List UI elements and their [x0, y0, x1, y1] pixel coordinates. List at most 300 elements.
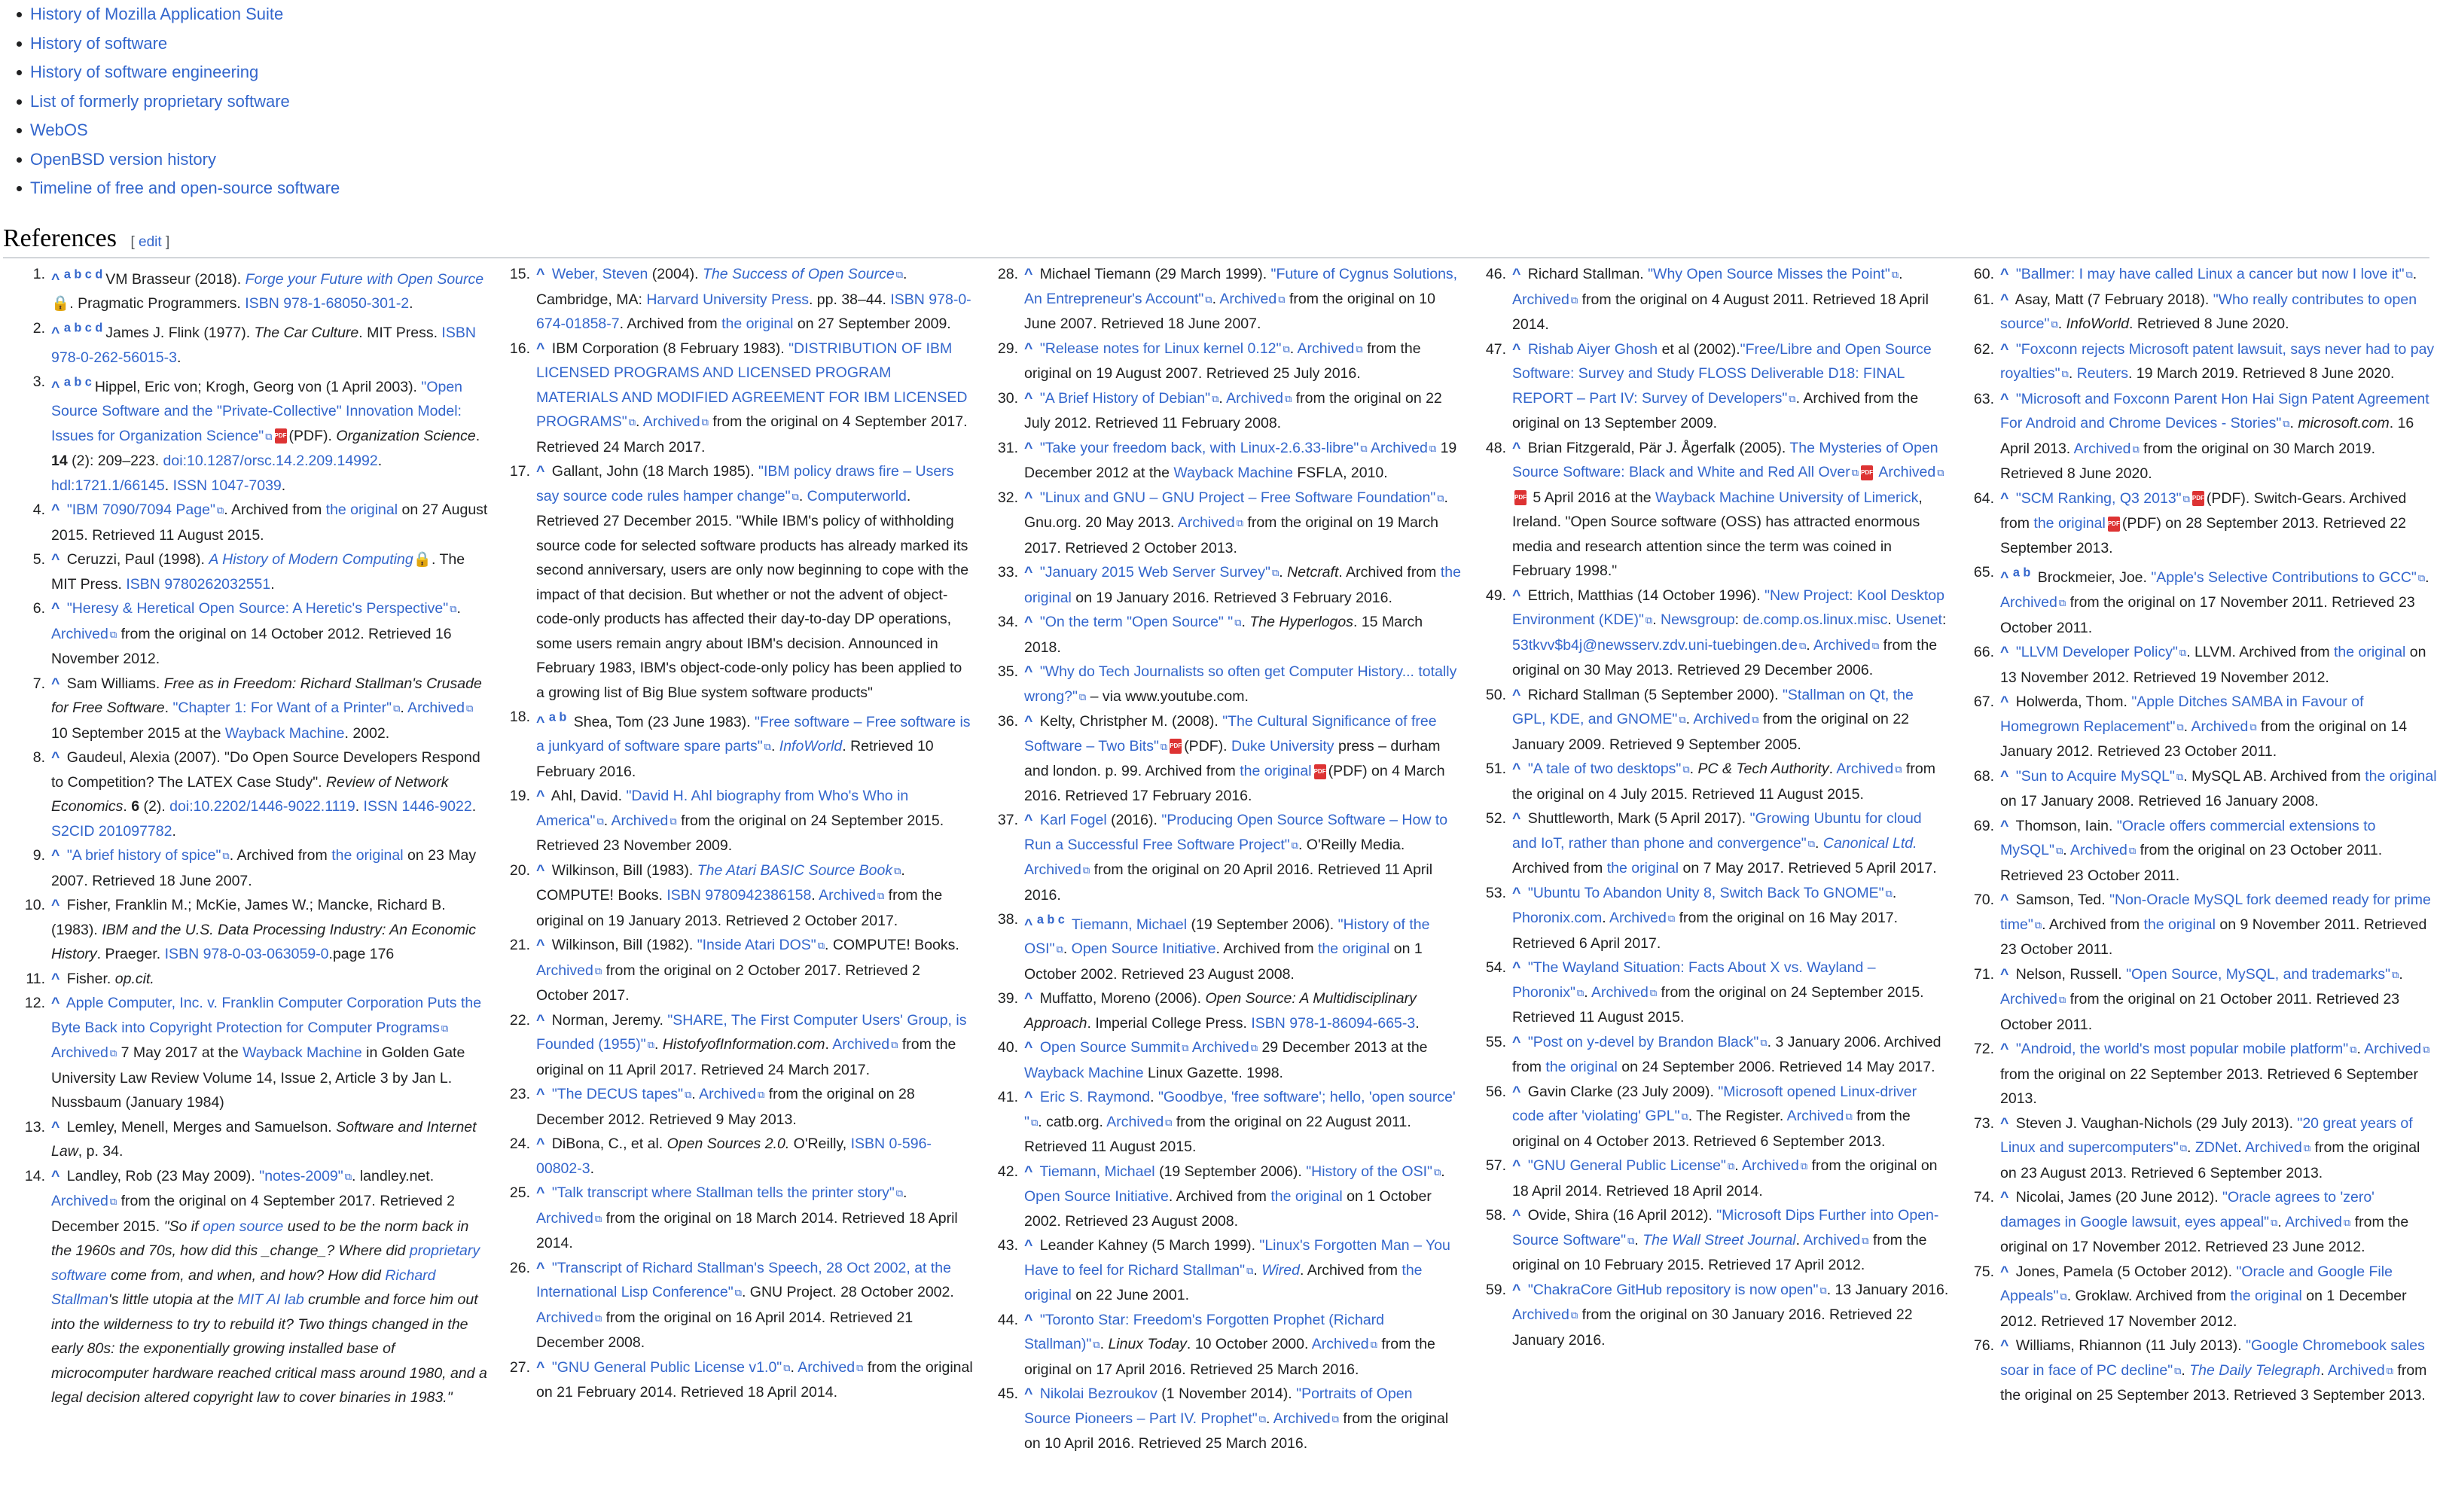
reference-link[interactable]: Archived ⧉: [1836, 761, 1902, 777]
reference-number: 49.: [1485, 587, 1506, 604]
reference-link[interactable]: Archived ⧉: [51, 626, 117, 642]
reference-number: 46.: [1485, 266, 1506, 282]
reference-link[interactable]: "Linux's Forgotten Man – You Have to feel for Richard Stallman" ⧉: [1024, 1237, 1450, 1279]
reference-link[interactable]: "Take your freedom back, with Linux-2.6.33-libre" ⧉: [1040, 440, 1368, 456]
reference-link[interactable]: Duke University: [1231, 737, 1334, 754]
reference-link[interactable]: Archived ⧉: [1219, 291, 1285, 307]
reference-link[interactable]: "Why Open Source Misses the Point" ⧉: [1648, 266, 1899, 282]
reference-link[interactable]: Archived ⧉: [2364, 1041, 2429, 1057]
reference-link[interactable]: Archived ⧉: [699, 1086, 764, 1102]
reference-item: [1973, 560, 2437, 640]
reference-number: 63.: [1973, 390, 1994, 407]
backlink-caret[interactable]: ^: [2000, 965, 2009, 983]
backlink-caret[interactable]: ^: [2000, 489, 2009, 507]
reference-number: 11.: [26, 970, 45, 987]
backlink-caret[interactable]: ^: [1024, 1163, 1033, 1180]
reference-link[interactable]: Archived ⧉: [1371, 440, 1436, 456]
reference-link[interactable]: "Ubuntu To Abandon Unity 8, Switch Back To GNOME" ⧉: [1528, 885, 1893, 901]
reference-link[interactable]: MIT AI lab: [237, 1291, 304, 1308]
reference-item: [1485, 956, 1949, 1030]
backlink-caret[interactable]: ^: [51, 1118, 60, 1136]
backlink-caret[interactable]: ^: [2000, 694, 2009, 710]
backlink-caret[interactable]: ^: [1512, 266, 1521, 282]
reference-text: ^ IBM Corporation (8 February 1983). "DISTRIBUTION OF IBM LICENSED PROGRAMS AND LICENSED PROGRAM MATERIALS AND MODIFIED AGREEMENT FOR IBM LICENSED PROGRAMS" ⧉ . Archived ⧉ from the original on 4 September 2017. Retrieved 24 March 2017.: [536, 340, 968, 456]
reference-link[interactable]: Wayback Machine University of Limerick: [1655, 489, 1919, 506]
reference-link[interactable]: "A brief history of spice" ⧉: [67, 847, 230, 864]
backlink-caret[interactable]: ^: [1512, 686, 1521, 703]
reference-link[interactable]: Tiemann, Michael: [1071, 916, 1188, 933]
reference-item: [509, 1082, 973, 1132]
reference-item: [997, 436, 1461, 486]
reference-item: [509, 337, 973, 460]
reference-link[interactable]: Open Source Initiative: [1024, 1188, 1169, 1205]
reference-link[interactable]: The Daily Telegraph: [2189, 1361, 2321, 1379]
reference-link[interactable]: doi:10.1287/orsc.14.2.209.14992: [163, 453, 378, 469]
backlink-caret[interactable]: ^: [2000, 767, 2009, 785]
backlink-caret[interactable]: ^: [2000, 266, 2009, 282]
reference-link[interactable]: "Goodbye, 'free software'; hello, 'open source' " ⧉: [1024, 1089, 1456, 1130]
reference-link[interactable]: Archived ⧉: [51, 1193, 117, 1209]
backlink-caret[interactable]: ^: [536, 266, 545, 282]
reference-link[interactable]: Archived ⧉: [2191, 718, 2256, 735]
reference-link[interactable]: "Google Chromebook sales soar in face of PC decline" ⧉: [2000, 1337, 2425, 1379]
backlink-caret[interactable]: ^: [1024, 266, 1033, 282]
reference-text: ^ "GNU General Public License v1.0" ⧉ . Archived ⧉ from the original on 21 February 2014. Retrieved 18 April 2014.: [536, 1359, 973, 1401]
reference-link[interactable]: "GNU General Public License" ⧉: [1528, 1157, 1734, 1174]
reference-link[interactable]: "Oracle offers commercial extensions to MySQL" ⧉: [2000, 818, 2375, 859]
reference-link[interactable]: Computerworld: [807, 487, 907, 505]
reference-link[interactable]: "Portraits of Open Source Pioneers – Part IV. Prophet" ⧉: [1024, 1385, 1412, 1427]
reference-link[interactable]: Tiemann, Michael: [1039, 1163, 1155, 1180]
backlink-caret[interactable]: ^ $^{a b}$: [536, 710, 567, 730]
backlink-caret[interactable]: ^: [2000, 1041, 2009, 1057]
reference-link[interactable]: "Why do Tech Journalists so often get Computer History... totally wrong?" ⧉: [1024, 663, 1456, 705]
reference-link[interactable]: Canonical Ltd.: [1822, 834, 1917, 852]
backlink-caret[interactable]: ^: [1024, 1237, 1033, 1254]
backlink-caret[interactable]: ^: [536, 788, 545, 804]
reference-link[interactable]: the original: [331, 847, 404, 864]
reference-item: [997, 660, 1461, 709]
reference-link[interactable]: "Oracle and Google File Appeals" ⧉: [2000, 1264, 2393, 1305]
reference-link[interactable]: ISSN 1047-7039: [172, 477, 282, 494]
reference-link[interactable]: Archived ⧉: [51, 1044, 117, 1061]
reference-link[interactable]: "Producing Open Source Software – How to Run a Successful Free Software Project" ⧉: [1024, 812, 1447, 853]
backlink-caret[interactable]: ^: [51, 675, 60, 692]
reference-link[interactable]: Archived ⧉: [407, 700, 473, 716]
reference-link[interactable]: A History of Modern Computing: [209, 551, 413, 568]
reference-number: 64.: [1973, 489, 1994, 507]
backlink-caret[interactable]: ^: [51, 847, 60, 864]
reference-link[interactable]: Archived ⧉: [1813, 637, 1879, 654]
reference-link[interactable]: "History of the OSI" ⧉: [1024, 916, 1429, 958]
reference-link[interactable]: "On the term "Open Source" " ⧉: [1040, 614, 1242, 630]
reference-number: 45.: [997, 1385, 1018, 1402]
backlink-caret[interactable]: ^: [51, 995, 60, 1011]
reference-text: ^ "A brief history of spice" ⧉ . Archived from the original on 23 May 2007. Retrieved 18 June 2007.: [51, 847, 476, 889]
reference-link[interactable]: Archived ⧉: [1106, 1114, 1172, 1130]
reference-item: [1973, 814, 2437, 889]
reference-link[interactable]: Archived ⧉: [2000, 991, 2066, 1007]
backlink-caret[interactable]: ^: [1512, 1281, 1521, 1298]
reference-link[interactable]: Archived ⧉: [832, 1036, 898, 1053]
reference-text: ^ Steven J. Vaughan-Nichols (29 July 2013). "20 great years of Linux and supercomputers" ⧉ . ZDNet. Archived ⧉ from the original on 23 August 2013. Retrieved 6 September 2013.: [2000, 1115, 2420, 1181]
reference-number: 73.: [1973, 1114, 1994, 1132]
backlink-caret[interactable]: ^: [1512, 959, 1521, 976]
reference-link[interactable]: Archived ⧉: [536, 1210, 602, 1227]
reference-link[interactable]: "Transcript of Richard Stallman's Speech, 28 Oct 2002, at the International Lisp Conference" ⧉: [536, 1260, 951, 1301]
backlink-caret[interactable]: ^ $^{a b c}$: [1024, 913, 1065, 933]
reference-link[interactable]: ISBN 978-0-674-01858-7: [536, 291, 971, 332]
backlink-caret[interactable]: ^: [51, 551, 60, 568]
reference-link[interactable]: "The DECUS tapes" ⧉: [552, 1086, 692, 1102]
reference-link[interactable]: Archived ⧉: [2285, 1214, 2350, 1230]
reference-link[interactable]: Karl Fogel: [1039, 812, 1107, 828]
reference-text: ^ "LLVM Developer Policy" ⧉ . LLVM. Archived from the original on 13 November 2012. Retrieved 19 November 2012.: [2000, 644, 2426, 686]
reference-link[interactable]: "Growing Ubuntu for cloud and IoT, rather than phone and convergence" ⧉: [1512, 810, 1922, 852]
reference-link[interactable]: "ChakraCore GitHub repository is now open" ⧉: [1528, 1282, 1827, 1298]
reference-link[interactable]: the original: [1270, 1188, 1343, 1205]
reference-text: ^ Wilkinson, Bill (1982). "Inside Atari DOS" ⧉ . COMPUTE! Books. Archived ⧉ from the original on 2 October 2017. Retrieved 2 October 2017.: [536, 937, 959, 1004]
reference-link[interactable]: ISBN 0-596-00802-3: [536, 1136, 932, 1177]
reference-link[interactable]: Open Source Summit ⧉: [1040, 1039, 1189, 1056]
reference-link[interactable]: Archived ⧉: [536, 1309, 602, 1326]
reference-link[interactable]: The Wall Street Journal: [1642, 1231, 1796, 1248]
reference-link[interactable]: Archived ⧉: [1178, 514, 1243, 531]
see-also-link[interactable]: List of formerly proprietary software: [15, 87, 340, 117]
reference-link[interactable]: "New Project: Kool Desktop Environment (KDE)" ⧉: [1512, 587, 1944, 629]
reference-link[interactable]: "Stallman on Qt, the GPL, KDE, and GNOME" ⧉: [1512, 687, 1914, 728]
reference-link[interactable]: open source: [202, 1218, 284, 1235]
reference-link[interactable]: Archived ⧉: [1273, 1410, 1339, 1427]
reference-link[interactable]: Archived ⧉: [536, 962, 602, 979]
backlink-caret[interactable]: ^: [1512, 1033, 1521, 1050]
backlink-caret[interactable]: ^: [2000, 644, 2009, 660]
reference-link[interactable]: Usenet: [1896, 611, 1942, 628]
reference-link[interactable]: "Inside Atari DOS" ⧉: [697, 937, 825, 953]
reference-number: 52.: [1485, 810, 1506, 827]
backlink-caret[interactable]: ^: [2000, 1189, 2009, 1206]
see-also-link[interactable]: History of software: [15, 29, 340, 59]
reference-link[interactable]: Newsgroup: [1661, 611, 1735, 628]
reference-link[interactable]: "SHARE, The First Computer Users' Group, is Founded (1955)" ⧉: [536, 1012, 966, 1053]
reference-link[interactable]: Archived ⧉: [1693, 711, 1758, 727]
reference-link[interactable]: hdl:1721.1/66145: [51, 477, 165, 494]
reference-number: 3.: [32, 373, 45, 390]
reference-link[interactable]: the original: [1024, 1261, 1423, 1303]
reference-link[interactable]: ISBN 978-0-262-56015-3: [51, 325, 476, 366]
reference-link[interactable]: "Who really contributes to open source" ⧉: [2000, 291, 2417, 333]
backlink-caret[interactable]: ^: [51, 600, 60, 617]
reference-link[interactable]: ISBN 9780942386158: [666, 887, 812, 904]
reference-text: ^ Ceruzzi, Paul (1998). A History of Modern Computing🔒. The MIT Press. ISBN 9780262032551.: [51, 551, 465, 593]
reference-link[interactable]: The Success of Open Source ⧉: [703, 266, 903, 282]
reference-link[interactable]: the original: [1317, 940, 1390, 957]
reference-link[interactable]: Reuters: [2076, 365, 2128, 382]
reference-link[interactable]: Archived ⧉: [1803, 1232, 1868, 1248]
reference-link[interactable]: "Heresy & Heretical Open Source: A Heretic's Perspective" ⧉: [67, 600, 457, 617]
reference-link[interactable]: Archived ⧉: [1787, 1108, 1853, 1124]
backlink-caret[interactable]: ^: [536, 340, 545, 357]
backlink-caret[interactable]: ^: [2000, 291, 2009, 308]
reference-text: ^ Wilkinson, Bill (1983). The Atari BASIC Source Book ⧉ . COMPUTE! Books. ISBN 9780942386158. Archived ⧉ from the original on 19 January 2013. Retrieved 2 October 2017.: [536, 862, 942, 929]
reference-link[interactable]: doi:10.2202/1446-9022.1119: [169, 798, 355, 815]
backlink-caret[interactable]: ^: [51, 501, 60, 518]
backlink-caret[interactable]: ^: [536, 463, 545, 480]
reference-link[interactable]: "Apple Ditches SAMBA in Favour of Homegrown Replacement" ⧉: [2000, 694, 2364, 735]
reference-link[interactable]: "GNU General Public License v1.0" ⧉: [552, 1359, 791, 1376]
reference-link[interactable]: Archived ⧉: [1742, 1157, 1807, 1174]
reference-number: 23.: [509, 1086, 530, 1102]
reference-link[interactable]: "David H. Ahl biography from Who's Who in America" ⧉: [536, 788, 908, 829]
reference-item: [1485, 1030, 1949, 1080]
backlink-caret[interactable]: ^: [1024, 713, 1033, 730]
reference-link[interactable]: the original: [2230, 1288, 2302, 1304]
reference-link[interactable]: Archived ⧉: [798, 1359, 863, 1376]
backlink-caret[interactable]: ^: [1024, 663, 1033, 680]
backlink-caret[interactable]: ^: [536, 1358, 545, 1376]
backlink-caret[interactable]: ^: [1024, 389, 1033, 407]
reference-link[interactable]: Eric S. Raymond: [1039, 1089, 1151, 1105]
backlink-caret[interactable]: ^: [536, 1136, 545, 1152]
reference-link[interactable]: "Microsoft Dips Further into Open-Source Software" ⧉: [1512, 1207, 1938, 1248]
reference-link[interactable]: "notes-2009" ⧉: [259, 1168, 352, 1184]
reference-link[interactable]: Archived ⧉: [1878, 464, 1944, 480]
reference-link[interactable]: Weber, Steven: [551, 266, 648, 282]
reference-link[interactable]: "Android, the world's most popular mobile platform" ⧉: [2016, 1041, 2357, 1057]
reference-link[interactable]: "DISTRIBUTION OF IBM LICENSED PROGRAMS AND LICENSED PROGRAM MATERIALS AND MODIFIED AGREEMENT FOR IBM LICENSED PROGRAMS" ⧉: [536, 340, 967, 431]
reference-link[interactable]: Archived ⧉: [643, 413, 709, 430]
reference-link[interactable]: Archived ⧉: [1024, 861, 1090, 878]
backlink-caret[interactable]: ^: [1024, 340, 1033, 357]
reference-number: 75.: [1973, 1263, 1994, 1280]
reference-link[interactable]: "Open Source Software and the "Private-Collective" Innovation Model: Issues for Organization Science" ⧉: [51, 379, 462, 444]
reference-link[interactable]: "Apple's Selective Contributions to GCC" ⧉: [2151, 569, 2425, 586]
backlink-caret[interactable]: ^: [1512, 587, 1521, 604]
reference-link[interactable]: Apple Computer, Inc. v. Franklin Computer Corporation Puts the Byte Back into Copyright Protection for Computer Programs ⧉: [51, 995, 481, 1036]
backlink-caret[interactable]: ^: [536, 1011, 545, 1029]
reference-link[interactable]: ZDNet: [2195, 1139, 2238, 1156]
pdf-icon: PDF: [1314, 764, 1326, 779]
backlink-caret[interactable]: ^: [51, 897, 60, 913]
backlink-caret[interactable]: ^: [1024, 489, 1033, 506]
backlink-caret[interactable]: ^: [2000, 817, 2009, 834]
see-also-link[interactable]: History of software engineering: [15, 58, 340, 87]
backlink-caret[interactable]: ^: [1024, 1385, 1033, 1402]
see-also-link[interactable]: Timeline of free and open-source software: [15, 174, 340, 203]
backlink-caret[interactable]: ^ $^{a b c d}$: [51, 321, 103, 341]
reference-link[interactable]: Harvard University Press: [646, 291, 809, 308]
reference-link[interactable]: Archived ⧉: [819, 887, 884, 904]
reference-link[interactable]: Archived ⧉: [1512, 1306, 1578, 1323]
reference-link[interactable]: Archived ⧉: [1312, 1336, 1377, 1352]
reference-link[interactable]: Phoronix.com: [1512, 910, 1603, 926]
reference-link[interactable]: Archived ⧉: [2070, 842, 2136, 858]
reference-link[interactable]: "Release notes for Linux kernel 0.12" ⧉: [1040, 340, 1290, 357]
reference-link[interactable]: the original: [1024, 564, 1461, 606]
reference-link[interactable]: "Foxconn rejects Microsoft patent lawsuit, says never had to pay royalties" ⧉: [2000, 341, 2434, 383]
reference-link[interactable]: "Future of Cygnus Solutions, An Entrepreneur's Account" ⧉: [1024, 266, 1457, 307]
backlink-caret[interactable]: ^: [2000, 390, 2009, 407]
reference-link[interactable]: 53tkvv$b4j@newsserv.zdv.uni-tuebingen.de ⧉: [1512, 637, 1806, 654]
reference-link[interactable]: Wayback Machine: [224, 724, 345, 742]
reference-link[interactable]: ISBN 978-1-68050-301-2: [245, 295, 410, 312]
reference-link[interactable]: "Talk transcript where Stallman tells the printer story" ⧉: [552, 1184, 903, 1201]
reference-link[interactable]: Archived ⧉: [1192, 1039, 1258, 1056]
backlink-caret[interactable]: ^: [1024, 812, 1033, 828]
backlink-caret[interactable]: ^: [51, 1167, 60, 1184]
backlink-caret[interactable]: ^: [536, 937, 545, 953]
reference-link[interactable]: "The Wayland Situation: Facts About X vs. Wayland – Phoronix" ⧉: [1512, 959, 1876, 1001]
reference-link[interactable]: Archived ⧉: [1512, 291, 1578, 308]
reference-link[interactable]: Archived ⧉: [1609, 910, 1675, 926]
reference-link[interactable]: Rishab Aiyer Ghosh: [1527, 340, 1658, 358]
reference-item: [1485, 881, 1949, 956]
reference-link[interactable]: "Non-Oracle MySQL fork deemed ready for prime time" ⧉: [2000, 892, 2431, 933]
backlink-caret[interactable]: ^: [51, 970, 60, 987]
reference-link[interactable]: Wayback Machine: [242, 1044, 362, 1061]
reference-link[interactable]: "January 2015 Web Server Survey" ⧉: [1040, 564, 1279, 581]
backlink-caret[interactable]: ^: [1512, 340, 1521, 358]
edit-link[interactable]: edit: [139, 234, 162, 250]
reference-text: ^ $^{a b c}$ Hippel, Eric von; Krogh, Georg von (1 April 2003). "Open Source Software and the "Private-Collective" Innovation Model: Issues for Organization Science" ⧉ PDF (PDF). Organization Science. 14 (2): 209–223. doi:10.1287/orsc.14.2.209.14992. hdl:1721.1/66145. ISSN 1047-7039.: [51, 379, 480, 494]
reference-link[interactable]: the original: [721, 316, 794, 332]
see-also-link[interactable]: WebOS: [15, 116, 340, 145]
backlink-caret[interactable]: ^: [1512, 439, 1521, 456]
backlink-caret[interactable]: ^: [1512, 761, 1521, 777]
backlink-caret[interactable]: ^: [1512, 1207, 1521, 1224]
backlink-caret[interactable]: ^: [51, 749, 60, 766]
reference-link[interactable]: proprietary software: [51, 1242, 480, 1284]
reference-link[interactable]: the original: [2365, 767, 2437, 785]
reference-link[interactable]: "A Brief History of Debian" ⧉: [1040, 390, 1219, 407]
reference-link[interactable]: Wayback Machine: [1173, 465, 1293, 481]
reference-link[interactable]: the original: [1240, 763, 1312, 779]
reference-link[interactable]: Archived ⧉: [2328, 1362, 2393, 1379]
reference-link[interactable]: "20 great years of Linux and supercomputers" ⧉: [2000, 1115, 2413, 1157]
backlink-caret[interactable]: ^ $^{a b}$: [2000, 565, 2031, 586]
reference-link[interactable]: Archived ⧉: [2245, 1139, 2310, 1156]
reference-link[interactable]: S2CID 201097782: [51, 822, 172, 840]
reference-link[interactable]: the original: [1545, 1059, 1618, 1075]
reference-number: 69.: [1973, 817, 1994, 834]
reference-link[interactable]: "IBM 7090/7094 Page" ⧉: [67, 501, 224, 518]
reference-link[interactable]: The Atari BASIC Source Book ⧉: [697, 862, 901, 879]
backlink-caret[interactable]: ^: [2000, 1337, 2009, 1354]
backlink-caret[interactable]: ^: [1512, 884, 1521, 901]
reference-item: [1973, 1260, 2437, 1334]
backlink-caret[interactable]: ^: [536, 1184, 545, 1201]
backlink-caret[interactable]: ^: [1512, 1083, 1521, 1100]
reference-link[interactable]: "IBM policy draws fire – Users say source code rules hamper change" ⧉: [536, 463, 953, 505]
reference-link[interactable]: Nikolai Bezroukov: [1039, 1385, 1157, 1402]
reference-link[interactable]: Archived ⧉: [2000, 594, 2066, 611]
reference-link[interactable]: "A tale of two desktops" ⧉: [1528, 761, 1690, 777]
reference-link[interactable]: "Free software – Free software is a junkyard of software spare parts" ⧉: [536, 714, 971, 755]
reference-link[interactable]: ISSN 1446-9022: [363, 798, 472, 815]
backlink-caret[interactable]: ^: [1024, 990, 1033, 1007]
backlink-caret[interactable]: ^: [1512, 810, 1521, 827]
reference-link[interactable]: Archived ⧉: [2074, 440, 2140, 457]
reference-text: ^ $^{a b c}$ Tiemann, Michael (19 September 2006). "History of the OSI" ⧉ . Open Source Initiative. Archived from the original on 1 October 2002. Retrieved 23 August 2008.: [1024, 916, 1429, 983]
backlink-caret[interactable]: ^: [536, 1086, 545, 1102]
reference-link[interactable]: Forge your Future with Open Source: [245, 270, 484, 288]
reference-number: 5.: [32, 551, 45, 568]
reference-link[interactable]: "Free/Libre and Open Source Software: Survey and Study FLOSS Deliverable D18: FINAL REPORT – Part IV: Survey of Developers" ⧉: [1512, 341, 1932, 407]
reference-number: 72.: [1973, 1041, 1994, 1057]
backlink-caret[interactable]: ^: [536, 861, 545, 879]
reference-link[interactable]: "Toronto Star: Freedom's Forgotten Prophet (Richard Stallman)" ⧉: [1024, 1312, 1384, 1353]
reference-link[interactable]: Wired: [1261, 1261, 1300, 1279]
reference-link[interactable]: the original: [1606, 860, 1679, 876]
backlink-caret[interactable]: ^ $^{a b c}$: [51, 375, 92, 395]
backlink-caret[interactable]: ^: [1024, 1039, 1033, 1056]
backlink-caret[interactable]: ^: [1024, 564, 1033, 581]
backlink-caret[interactable]: ^: [1024, 614, 1033, 630]
reference-link[interactable]: Open Source Initiative: [1071, 940, 1216, 957]
reference-text: ^ Asay, Matt (7 February 2018). "Who really contributes to open source" ⧉ . InfoWorld. Retrieved 8 June 2020.: [2000, 291, 2417, 333]
reference-link[interactable]: Archived ⧉: [1298, 340, 1363, 357]
reference-link[interactable]: the original: [2143, 916, 2216, 933]
reference-link[interactable]: "Post on y-devel by Brandon Black" ⧉: [1528, 1034, 1768, 1050]
reference-link[interactable]: "Chapter 1: For Want of a Printer" ⧉: [172, 700, 400, 716]
backlink-caret[interactable]: ^: [2000, 892, 2009, 908]
reference-link[interactable]: "Microsoft opened Linux-driver code after 'violating' GPL" ⧉: [1512, 1084, 1917, 1125]
backlink-caret[interactable]: ^: [1024, 439, 1033, 456]
reference-link[interactable]: "Linux and GNU – GNU Project – Free Software Foundation" ⧉: [1040, 489, 1444, 506]
reference-item: [1973, 962, 2437, 1038]
reference-link[interactable]: ISBN 978-0-03-063059-0: [164, 946, 329, 962]
reference-link[interactable]: "History of the OSI" ⧉: [1306, 1163, 1441, 1180]
reference-link[interactable]: The Mysteries of Open Source Software: Black and White and Red All Over ⧉: [1512, 440, 1938, 481]
backlink-caret[interactable]: ^: [1512, 1157, 1521, 1174]
reference-link[interactable]: Archived ⧉: [1226, 390, 1292, 407]
reference-link[interactable]: Archived ⧉: [1591, 984, 1657, 1001]
reference-link[interactable]: "Oracle agrees to 'zero' damages in Google lawsuit, eyes appeal" ⧉: [2000, 1189, 2374, 1230]
reference-item: [997, 1085, 1461, 1160]
reference-link[interactable]: "Ballmer: I may have called Linux a cancer but now I love it" ⧉: [2016, 266, 2413, 282]
see-also-link[interactable]: History of Mozilla Application Suite: [15, 0, 340, 29]
reference-link[interactable]: "Open Source, MySQL, and trademarks" ⧉: [2126, 966, 2399, 983]
reference-link[interactable]: Richard Stallman: [51, 1267, 436, 1308]
reference-link[interactable]: the original: [325, 501, 398, 518]
backlink-caret[interactable]: ^: [1024, 1311, 1033, 1328]
backlink-caret[interactable]: ^ $^{a b c d}$: [51, 267, 103, 288]
reference-link[interactable]: Archived ⧉: [612, 812, 677, 829]
reference-number: 19.: [509, 788, 530, 804]
reference-link[interactable]: ISBN 9780262032551: [126, 575, 271, 593]
reference-link[interactable]: "LLVM Developer Policy" ⧉: [2016, 644, 2186, 660]
see-also-link[interactable]: OpenBSD version history: [15, 145, 340, 175]
backlink-caret[interactable]: ^: [536, 1259, 545, 1276]
reference-text: ^ Nelson, Russell. "Open Source, MySQL, and trademarks" ⧉ . Archived ⧉ from the original on 21 October 2011. Retrieved 23 October 2011.: [2000, 966, 2403, 1033]
reference-link[interactable]: Wayback Machine: [1024, 1064, 1144, 1081]
backlink-caret[interactable]: ^: [1024, 1089, 1033, 1105]
reference-link[interactable]: "SCM Ranking, Q3 2013" ⧉: [2016, 490, 2190, 507]
reference-link[interactable]: the original: [2333, 644, 2406, 660]
reference-link[interactable]: "The Cultural Significance of free Software – Two Bits" ⧉: [1024, 713, 1437, 754]
backlink-caret[interactable]: ^: [2000, 340, 2009, 358]
reference-link[interactable]: de.comp.os.linux.misc: [1743, 611, 1888, 628]
references-heading: [3, 224, 2429, 258]
reference-link[interactable]: the original: [2033, 515, 2106, 532]
reference-link[interactable]: ISBN 978-1-86094-665-3: [1251, 1014, 1416, 1032]
reference-item: [24, 893, 488, 967]
reference-link[interactable]: InfoWorld: [779, 738, 843, 754]
reference-link[interactable]: "Sun to Acquire MySQL" ⧉: [2016, 768, 2183, 785]
backlink-caret[interactable]: ^: [2000, 1263, 2009, 1280]
backlink-caret[interactable]: ^: [2000, 1114, 2009, 1132]
reference-link[interactable]: "Microsoft and Foxconn Parent Hon Hai Sign Patent Agreement For Android and Chrome Devices - Stories" ⧉: [2000, 391, 2429, 432]
